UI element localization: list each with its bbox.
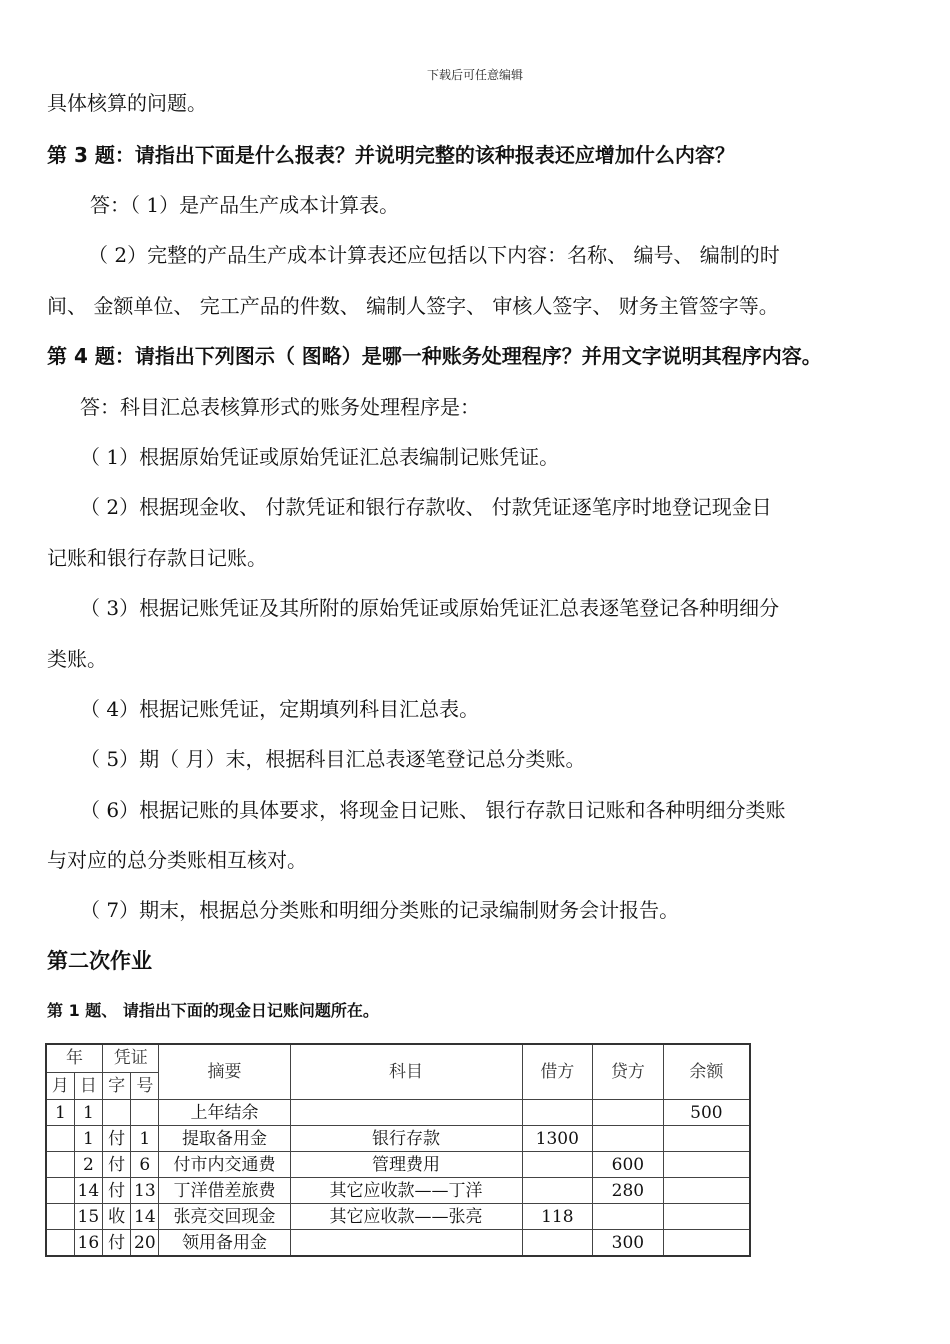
header-credit: 贷方: [593, 1044, 664, 1100]
cell-hao: [131, 1100, 159, 1126]
cell-day: 14: [74, 1178, 102, 1204]
header-year: 年: [46, 1044, 102, 1072]
question-4-step-7: （ 7）期末，根据总分类账和明细分类账的记录编制财务会计报告。: [80, 898, 680, 922]
cell-credit: 600: [593, 1152, 664, 1178]
cell-zi: 收: [102, 1204, 130, 1230]
cell-credit: [593, 1204, 664, 1230]
cell-day: 1: [74, 1126, 102, 1152]
table-row: [46, 1230, 750, 1257]
cell-hao: 14: [131, 1204, 159, 1230]
cash-journal-table: [45, 1043, 751, 1257]
header-debit: 借方: [522, 1044, 593, 1100]
header-voucher: 凭证: [102, 1044, 158, 1072]
cell-summary: 领用备用金: [159, 1230, 290, 1257]
cell-day: 2: [74, 1152, 102, 1178]
cell-zi: 付: [102, 1178, 130, 1204]
cell-summary: 付市内交通费: [159, 1152, 290, 1178]
header-day: 日: [74, 1072, 102, 1100]
section-2-question-1: 第 1 题、 请指出下面的现金日记账问题所在。: [47, 1001, 379, 1020]
table-row: [46, 1152, 750, 1178]
header-hao: 号: [131, 1072, 159, 1100]
question-3-answer-2-line-1: （ 2）完整的产品生产成本计算表还应包括以下内容：名称、 编号、 编制的时: [88, 243, 780, 267]
question-4-answer-intro: 答：科目汇总表核算形式的账务处理程序是：: [80, 395, 480, 419]
cell-credit: 300: [593, 1230, 664, 1257]
question-4-step-6-line-1: （ 6）根据记账的具体要求，将现金日记账、 银行存款日记账和各种明细分类账: [80, 798, 786, 822]
cell-account: 管理费用: [290, 1152, 522, 1178]
cell-account: [290, 1230, 522, 1257]
cell-credit: [593, 1100, 664, 1126]
cell-hao: 1: [131, 1126, 159, 1152]
cell-zi: 付: [102, 1126, 130, 1152]
cell-balance: [663, 1230, 750, 1257]
cell-summary: 提取备用金: [159, 1126, 290, 1152]
cell-day: 16: [74, 1230, 102, 1257]
cell-hao: 6: [131, 1152, 159, 1178]
cell-hao: 20: [131, 1230, 159, 1257]
cell-account: 其它应收款——丁洋: [290, 1178, 522, 1204]
cell-debit: 118: [522, 1204, 593, 1230]
cell-account: 其它应收款——张亮: [290, 1204, 522, 1230]
cell-summary: 丁洋借差旅费: [159, 1178, 290, 1204]
question-4-step-2-line-2: 记账和银行存款日记账。: [47, 546, 267, 570]
cell-month: [46, 1204, 74, 1230]
cell-zi: 付: [102, 1152, 130, 1178]
cell-month: 1: [46, 1100, 74, 1126]
question-4-step-3-line-1: （ 3）根据记账凭证及其所附的原始凭证或原始凭证汇总表逐笔登记各种明细分: [80, 596, 780, 620]
cell-day: 15: [74, 1204, 102, 1230]
table-row: [46, 1100, 750, 1126]
question-4-title: 第 4 题：请指出下列图示（ 图略）是哪一种账务处理程序？并用文字说明其程序内容。: [47, 344, 822, 368]
cell-balance: [663, 1152, 750, 1178]
question-4-step-3-line-2: 类账。: [47, 647, 107, 671]
cell-summary: 上年结余: [159, 1100, 290, 1126]
table-row: [46, 1126, 750, 1152]
cell-month: [46, 1178, 74, 1204]
cell-hao: 13: [131, 1178, 159, 1204]
cell-summary: 张亮交回现金: [159, 1204, 290, 1230]
cell-account: [290, 1100, 522, 1126]
header-month: 月: [46, 1072, 74, 1100]
header-balance: 余额: [663, 1044, 750, 1100]
cell-debit: [522, 1230, 593, 1257]
cell-balance: [663, 1126, 750, 1152]
cell-month: [46, 1152, 74, 1178]
cell-account: 银行存款: [290, 1126, 522, 1152]
question-4-step-6-line-2: 与对应的总分类账相互核对。: [47, 848, 307, 872]
cell-credit: [593, 1126, 664, 1152]
paragraph-intro: 具体核算的问题。: [47, 91, 207, 115]
question-3-title: 第 3 题：请指出下面是什么报表？并说明完整的该种报表还应增加什么内容？: [47, 143, 735, 167]
header-note: 下载后可任意编辑: [426, 68, 523, 82]
cell-month: [46, 1230, 74, 1257]
table-row: [46, 1178, 750, 1204]
cell-debit: [522, 1178, 593, 1204]
header-summary: 摘要: [159, 1044, 290, 1100]
cell-debit: 1300: [522, 1126, 593, 1152]
cell-credit: 280: [593, 1178, 664, 1204]
cell-day: 1: [74, 1100, 102, 1126]
section-heading-second-assignment: 第二次作业: [47, 949, 152, 973]
question-4-step-5: （ 5）期（ 月）末，根据科目汇总表逐笔登记总分类账。: [80, 747, 586, 771]
header-account: 科目: [290, 1044, 522, 1100]
question-4-step-4: （ 4）根据记账凭证，定期填列科目汇总表。: [80, 697, 480, 721]
cell-zi: [102, 1100, 130, 1126]
cell-debit: [522, 1100, 593, 1126]
table-header-row-1: [46, 1044, 750, 1072]
header-zi: 字: [102, 1072, 130, 1100]
cell-debit: [522, 1152, 593, 1178]
table-row: [46, 1204, 750, 1230]
question-3-answer-1: 答：（ 1）是产品生产成本计算表。: [90, 193, 400, 217]
cell-balance: [663, 1204, 750, 1230]
cell-balance: 500: [663, 1100, 750, 1126]
cell-balance: [663, 1178, 750, 1204]
question-3-answer-2-line-2: 间、 金额单位、 完工产品的件数、 编制人签字、 审核人签字、 财务主管签字等。: [47, 294, 779, 318]
cell-month: [46, 1126, 74, 1152]
question-4-step-2-line-1: （ 2）根据现金收、 付款凭证和银行存款收、 付款凭证逐笔序时地登记现金日: [80, 495, 772, 519]
cell-zi: 付: [102, 1230, 130, 1257]
question-4-step-1: （ 1）根据原始凭证或原始凭证汇总表编制记账凭证。: [80, 445, 560, 469]
